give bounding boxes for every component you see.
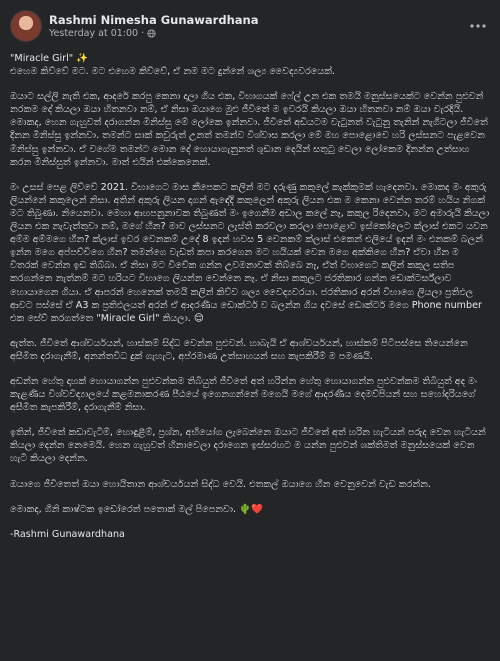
more-options-icon[interactable] [466, 14, 490, 38]
post-signature: -Rashmi Gunawardhana [10, 528, 125, 540]
post-paragraph: "Miracle Girl" ✨ එහෙම කිව්වේ මට. මට එහෙම කිව්වේ, ඒ නම මට දුන්නේ ශල්‍ය වෛද්‍යවරයෙක්. [10, 53, 336, 78]
post-meta [49, 13, 466, 40]
post-paragraph: ඇත්ත. ජීවිතේ ආශ්චර්යයන්, හාස්කම් සිද්ධ වෙන්න පුළුවන්. හාබැයි ඒ ආශ්චර්යයන්, හාස්කම් පිටිපස්සෙ තියෙන්නෙ අසීමිත දරාගැනීම්, අනන්තවිධ දුක් ගැහැට, අප්රමාණ උත්සාහයන් සහ කැපකිරීම් ම පමණයි. [10, 337, 468, 362]
post-paragraph: අඩන්න හේතු දාහක් හොයාගන්න පුළුවන්කම තිබියුත් ජීවිතේ අත් හරින්න හේතු හොයාගන්න පුළුවන්කම තිබියුත් අද මං කැළණිය විශ්වවිද්‍යාලයේ කළමනාකරණ පීඨයේ ඉගෙනගන්නේ මගෙයි මගේ ආදරණීය දෙමව්පියන් සහ සහෝදරියගේ අසීමිත කැපකිරීම්, දරාගැනීම් නිසා. [10, 375, 478, 414]
post-subline [49, 27, 466, 40]
post-paragraph: ඔයාට සල්ලි නැති එක, ආදරේ කරපු කෙනා දාලා ගිය එක, විභාගයක් ෆේල් උන එක තමයි මනුස්සයෙක්ට වෙන්න පුළුවන් නරකම දේ කියලා ඔයා හිතනවා නම්, ඒ නිසා ඔයාගෙ මුළු ජීවිතේ ම ඉවරයි කියලා ඔයා හිතනවා නම් ඔයා වැරදියි. මොකද, හෙන ගැහුවත් දරාගන්න මිනිස්සු මේ ලෝකෙ ඉන්නවා. ජීවිතේ අඩියටම වැටුනත් වැටුනු තැනින් නැගිටලා ජීවිතේ දිනන මිනිස්සු ඉන්නවා. තමන්ට සාක් කවුරුත් උනත් තමන්ව විශ්වාස කරලා මේ මහ පොළොවෙ හරි ලස්සනට පැළවෙන මිනිස්සු ඉන්නවා. ඒ වගේම තමන්ට මොන දේ හොයාගැනුනත් ශුඩාන දෙයින් සතුටු වෙලා ලෝකෙම දිනන්න උත්සාහ කරන මිනිස්සුත් ඉන්නවා. මාත් එයින් එක්කෙනෙක්. [10, 91, 488, 168]
post-paragraph: ඔයාගෙ ජීවිතෙත් ඔයා හොයිතාන ආශ්චර්යයන් සිද්ධ වෙයි. එතකල් ඔයාගෙ හීන වෙනුවෙන් වැඩ කරන්න. [10, 478, 431, 490]
post-header [10, 8, 490, 44]
post-body [10, 52, 490, 541]
author-name[interactable]: Rashmi Nimesha Gunawardhana [49, 12, 259, 27]
post-timestamp[interactable]: Yesterday at 01:00 · [49, 27, 145, 39]
post-paragraph: මං උසස් පෙළ ලිව්වේ 2021. විභාගෙට මාස කීපෙකට කලින් මට දරුණු කකුලේ කැක්කුමක් හැදෙනවා. මොකද මං අකුරු ලියන්නේ කකුලෙන් නිසා. අතින් අකුරු ලියන දාගන් ඇඳේදි කකුලෙන් අකුරු ලියන එක ම කෙනා වෙන්න තරම් හයිය නිගක් මට තිබුණා. නියෙනවා. මෙහා ආහපනුනාවක තිබුණත් මං ඉගෙනීම අඩාල කලේ නෑ, කකුල රිදෙනවා, මට අමාරුයි කියලා ලියන එක නැවැත්තුවා නම්, මගේ හීන? මාව ලස්සනට ලැස්ති කරවලා කරලා පොළොව ඉස්කෝලෙට ක්ලාස් එකට යවන අම්ම අම්මගෙ හීන? ක්ලාස් ඉවර වෙනකම් උදේ 8 ඉදන් හවස 5 වෙනකම් ක්ලාස් එකෙන් එලියේ ඉදන් මං එනකම් බලන් ඉන්න මගෙ අප්පච්චිගෙ හීන? තමන්ගෙ වැඩත් කපා කරගෙන මට හයියක් වෙන මගෙ අක්කිගෙ හීන? ඒවා හීන ම විතරක් වෙන්න ඉඩ තිබ්බා. ඒ නිසා මට විවේක ගන්න උවමනාවක් තිබ්බෙ නෑ, ඒත් විභාගෙට කලින් කකුල සතිප කරගන්නෙ නැත්නම් මට හරියට විභාගෙ ලියන්න වෙන්නෙ නෑ. ඒ නිසා කකුලට ජරතිකාර ගන්න ඩොක්ටර්ස්ලාව හොයාගෙන ගියා. ඒ ආපරන් හෙනෙක් තමයි කලින් කිව්ව ශල්‍ය වෛද්‍යවරයා. ජරතිකාර අරන් විභාගෙ ලියලා ප්‍රතිඵල ආවට පස්සේ ඒ A3 ක ප්‍රතිඵලයත් අරන් ඒ ආදරණීය ඩොක්ටර් ව බලන්න ගිය දවසේ ඩොක්ටර් මගෙ Phone number එක සේව් කරගත්තෙ "Miracle Girl" කියලා. 😌 [10, 181, 490, 324]
globe-icon [147, 29, 156, 38]
post-paragraph: මොකද, ගිනි කාෂ්ටක ඉඩෝරෙත් පතොක් මල් පිපෙනවා. 🌵❤️ [10, 503, 264, 515]
post-paragraph: ඉතින්, ජීවිතේ කඩාවැටීම්, හොඳුළීම්, ප්‍රශ්න, අභියෝග ලැබෙන්නෙ ඔයාට ජීවිතේ අත් හරින හැටියන් පරුද වෙන හැටියන් කියලා දෙන්න නෙමෙයි. හෙන ගැහුවත් හිනාවෙලා දරාගෙන ඉස්සරහට ම යන්න පුළුවන් ශක්තිමත් මනුස්සයෙක් වෙන හැටි කියලා දෙන්න. [10, 427, 486, 465]
avatar[interactable] [10, 10, 42, 42]
